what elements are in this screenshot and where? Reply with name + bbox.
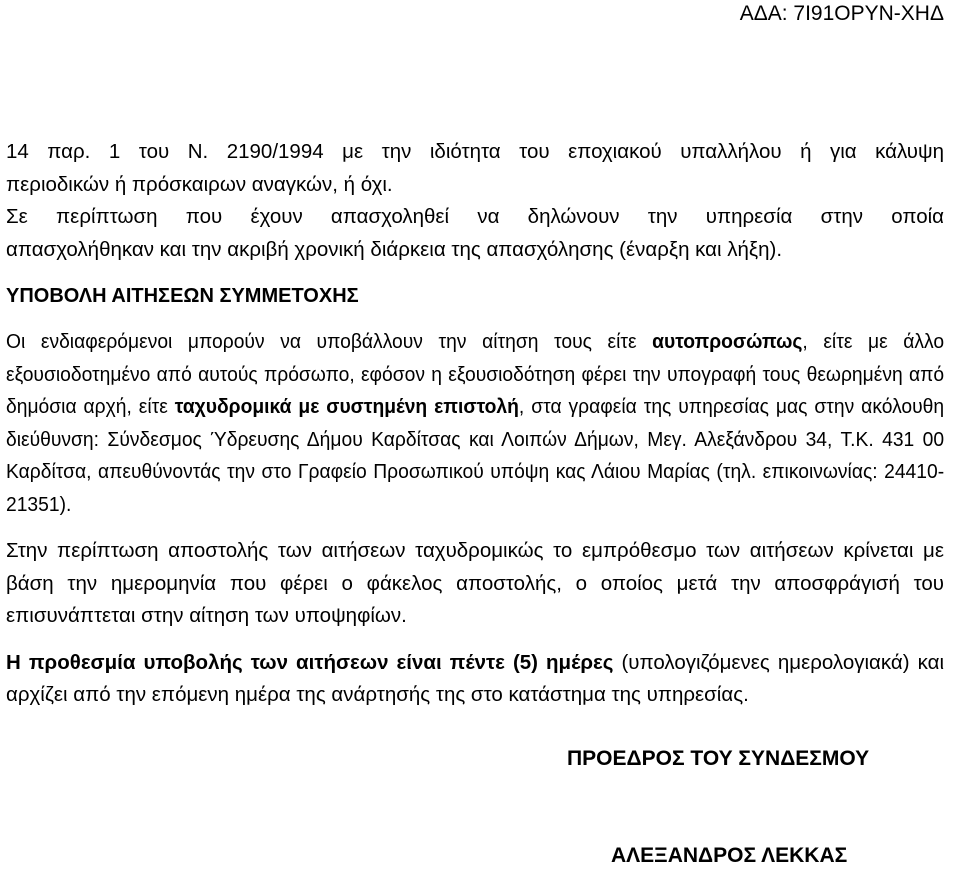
- ada-code: ΑΔΑ: 7Ι91ΟΡΥΝ-ΧΗΔ: [739, 2, 944, 25]
- signature-name: ΑΛΕΞΑΝΔΡΟΣ ΛΕΚΚΑΣ: [611, 844, 848, 867]
- line: περιοδικών ή πρόσκαιρων αναγκών, ή όχι.: [6, 172, 393, 196]
- bold-in-person: αυτοπροσώπως: [652, 330, 803, 353]
- bold-registered-mail: ταχυδρομικά με συστημένη επιστολή: [174, 395, 519, 418]
- paragraph-eligibility: [6, 136, 944, 266]
- section-heading: ΥΠΟΒΟΛΗ ΑΙΤΗΣΕΩΝ ΣΥΜΜΕΤΟΧΗΣ: [6, 285, 359, 307]
- paragraph-submission: Οι ενδιαφερόμενοι μπορούν να υποβάλλουν την αίτηση τους είτε αυτοπροσώπως, είτε με άλλο εξουσιοδοτημένο από αυτούς πρόσωπο, εφόσον η εξουσιοδότηση φέρει την υπογραφή τους θεωρημένη από δημόσια αρχή, είτε ταχυδρομικά με συστημένη επιστολή, στα γραφεία της υπηρεσίας μας στην ακόλουθη διεύθυνση: Σύνδεσμος Ύδρευσης Δήμου Καρδίτσας και Λοιπών Δήμων, Μεγ. Αλεξάνδρου 34, Τ.Κ. 431 00 Καρδίτσα, απευθύνοντάς την στο Γραφείο Προσωπικού υπόψη κας Λάιου Μαρίας (τηλ. επικοινωνίας: 24410-21351).: [6, 330, 945, 516]
- line: απασχολήθηκαν και την ακριβή χρονική διάρκεια της απασχόλησης (έναρξη και λήξη).: [6, 237, 783, 261]
- line: 14 παρ. 1 του Ν. 2190/1994 με την ιδιότητα του εποχιακού υπαλλήλου ή για κάλυψη: [6, 140, 944, 163]
- line: Σε περίπτωση που έχουν απασχοληθεί να δηλώνουν την υπηρεσία στην οποία: [6, 205, 944, 228]
- paragraph-postal: Στην περίπτωση αποστολής των αιτήσεων ταχυδρομικώς το εμπρόθεσμο των αιτήσεων κρίνεται με βάση την ημερομηνία που φέρει ο φάκελος αποστολής, ο οποίος μετά την αποσφράγισή του επισυνάπτεται στην αίτηση των υποψηφίων.: [6, 539, 944, 627]
- paragraph-deadline: Η προθεσμία υποβολής των αιτήσεων είναι πέντε (5) ημέρες (υπολογιζόμενες ημερολογιακά) και αρχίζει από την επόμενη ημέρα της ανάρτησής της στο κατάστημα της υπηρεσίας.: [6, 650, 944, 706]
- bold-deadline: Η προθεσμία υποβολής των αιτήσεων είναι πέντε (5) ημέρες: [6, 650, 614, 674]
- signature-title: ΠΡΟΕΔΡΟΣ ΤΟΥ ΣΥΝΔΕΣΜΟΥ: [567, 747, 870, 770]
- document-body: [6, 136, 944, 712]
